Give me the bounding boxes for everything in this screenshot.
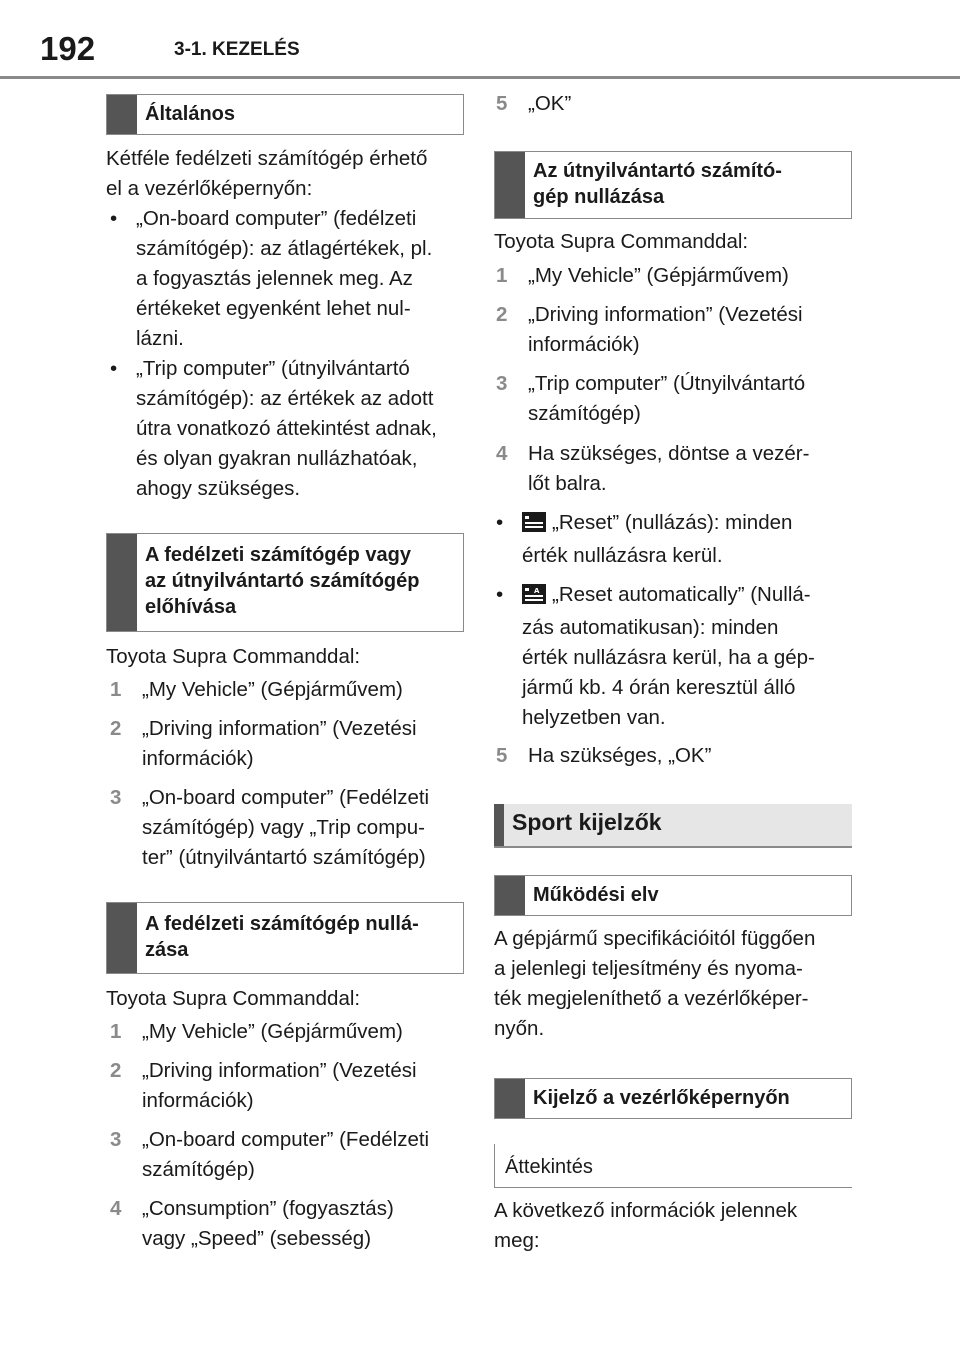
- bullet-dot: •: [496, 511, 504, 534]
- bullet-text-line: „Reset automatically” (Nullá-: [552, 583, 811, 606]
- text-line: információk): [528, 333, 640, 356]
- step-text: [528, 261, 789, 291]
- step-number: 3: [496, 372, 508, 395]
- reset-automatically-icon: [522, 584, 546, 604]
- section-bar: [495, 876, 525, 915]
- step-text: [528, 300, 803, 360]
- text-line: A fedélzeti számítógép nullá-: [145, 913, 419, 935]
- text-line: lázni.: [136, 327, 184, 350]
- section-title: [533, 158, 845, 210]
- text-line: meg:: [494, 1229, 540, 1252]
- text-line: Az útnyilvántartó számító-: [533, 160, 782, 182]
- text-line: az útnyilvántartó számítógép: [145, 570, 420, 592]
- step-number: 4: [110, 1197, 122, 1220]
- bullet-text: [522, 580, 815, 733]
- step-text: [528, 741, 711, 771]
- bullet-text: [136, 354, 437, 504]
- text-line: zása: [145, 939, 189, 961]
- text-line: számítógép): az átlagértékek, pl.: [136, 237, 433, 260]
- text-line: „Driving information” (Vezetési: [528, 303, 803, 326]
- section-bar: [494, 804, 504, 846]
- text-line: el a vezérlőképernyőn:: [106, 177, 313, 200]
- section-title: Kijelző a vezérlőképernyőn: [533, 1087, 790, 1109]
- step-text: [142, 1194, 394, 1254]
- step-number: 1: [110, 1020, 122, 1043]
- section-bar: [107, 534, 137, 631]
- step-text: [142, 714, 417, 774]
- step-text: [142, 1056, 417, 1116]
- text-line: „My Vehicle” (Gépjárművem): [142, 678, 403, 701]
- text-line: ahogy szükséges.: [136, 477, 301, 500]
- text-line: A fedélzeti számítógép vagy: [145, 544, 411, 566]
- final-text: [494, 1196, 852, 1256]
- text-line: „On-board computer” (Fedélzeti: [142, 786, 430, 809]
- section-title: Sport kijelzők: [512, 809, 662, 835]
- text-line: „OK”: [528, 92, 572, 115]
- text-line: zás automatikusan): minden: [522, 616, 779, 639]
- text-line: A következő információk jelennek: [494, 1199, 798, 1222]
- text-line: számítógép): [142, 1158, 255, 1181]
- step-number: 2: [496, 303, 508, 326]
- general-intro: [106, 144, 464, 204]
- subsection-title: Áttekintés: [505, 1156, 593, 1178]
- step-number: 3: [110, 1128, 122, 1151]
- page-number: 192: [40, 30, 96, 67]
- text-line: információk): [142, 1089, 254, 1112]
- section-heading-sport: [494, 804, 852, 848]
- text-line: „Trip computer” (útnyilvántartó: [136, 357, 410, 380]
- text-line: [522, 508, 792, 538]
- text-line: ték megjeleníthető a vezérlőképer-: [494, 987, 809, 1010]
- section-box-display: [494, 1078, 852, 1119]
- text-line: gép nullázása: [533, 186, 665, 208]
- text-line: „My Vehicle” (Gépjárművem): [528, 264, 789, 287]
- text-line: a jelenlegi teljesítmény és nyoma-: [494, 957, 803, 980]
- step-text: [142, 783, 429, 873]
- text-line: Ha szükséges, döntse a vezér-: [528, 442, 810, 465]
- svg-text:A: A: [534, 587, 540, 595]
- text-line: helyzetben van.: [522, 706, 666, 729]
- text-line: útra vonatkozó áttekintést adnak,: [136, 417, 437, 440]
- step-text: [142, 1017, 403, 1047]
- section-title: Általános: [145, 103, 236, 125]
- text-line: nyőn.: [494, 1017, 545, 1040]
- text-line: [522, 580, 815, 610]
- section-title: Működési elv: [533, 884, 659, 906]
- recall-intro: Toyota Supra Commanddal:: [106, 645, 361, 668]
- section-box-general: [106, 94, 464, 135]
- step-number: 5: [496, 92, 508, 115]
- text-line: Ha szükséges, „OK”: [528, 744, 712, 767]
- text-line: „Consumption” (fogyasztás): [142, 1197, 394, 1220]
- text-line: „On-board computer” (fedélzeti: [136, 207, 417, 230]
- chapter-title: 3-1. KEZELÉS: [174, 39, 300, 60]
- text-line: ter” (útnyilvántartó számítógép): [142, 846, 426, 869]
- trip-intro: Toyota Supra Commanddal:: [494, 230, 749, 253]
- subsection-overview: [494, 1144, 852, 1188]
- section-bar: [495, 152, 525, 218]
- bullet-dot: •: [496, 583, 504, 606]
- section-box-trip-reset: [494, 151, 852, 219]
- bullet-text-line: „Reset” (nullázás): minden: [552, 511, 793, 534]
- text-line: jármű kb. 4 órán keresztül álló: [522, 676, 796, 699]
- text-line: „Trip computer” (Útnyilvántartó: [528, 372, 806, 395]
- header-rule: [0, 76, 960, 79]
- reset-intro: Toyota Supra Commanddal:: [106, 987, 361, 1010]
- text-line: előhívása: [145, 596, 237, 618]
- section-bar: [107, 95, 137, 134]
- reset-icon: [522, 512, 546, 532]
- step-number: 2: [110, 1059, 122, 1082]
- text-line: és olyan gyakran nullázhatóak,: [136, 447, 418, 470]
- principle-text: [494, 924, 852, 1044]
- step-text: [142, 675, 403, 705]
- section-bar: [495, 1079, 525, 1118]
- section-box-recall: [106, 533, 464, 632]
- bullet-text: [522, 508, 792, 571]
- step-number: 1: [110, 678, 122, 701]
- text-line: „Driving information” (Vezetési: [142, 1059, 417, 1082]
- text-line: lőt balra.: [528, 472, 607, 495]
- text-line: A gépjármű specifikációitól függően: [494, 927, 816, 950]
- step-text: [528, 369, 805, 429]
- text-line: „Driving information” (Vezetési: [142, 717, 417, 740]
- text-line: érték nullázásra kerül, ha a gép-: [522, 646, 815, 669]
- text-line: a fogyasztás jelennek meg. Az: [136, 267, 413, 290]
- text-line: Kétféle fedélzeti számítógép érhető: [106, 147, 428, 170]
- step-number: 1: [496, 264, 508, 287]
- section-bar: [107, 903, 137, 973]
- step-number: 3: [110, 786, 122, 809]
- step-text: [528, 439, 809, 499]
- section-box-principle: [494, 875, 852, 916]
- text-line: értékeket egyenként lehet nul-: [136, 297, 411, 320]
- section-title: [145, 911, 457, 963]
- bullet-text: [136, 204, 432, 354]
- text-line: számítógép) vagy „Trip compu-: [142, 816, 425, 839]
- text-line: számítógép): az értékek az adott: [136, 387, 434, 410]
- step-number: 4: [496, 442, 508, 465]
- step-text: [142, 1125, 429, 1185]
- section-box-reset: [106, 902, 464, 974]
- bullet-dot: •: [110, 357, 118, 380]
- bullet-dot: •: [110, 207, 118, 230]
- step-number: 5: [496, 744, 508, 767]
- text-line: érték nullázásra kerül.: [522, 544, 723, 567]
- text-line: „On-board computer” (Fedélzeti: [142, 1128, 430, 1151]
- text-line: információk): [142, 747, 254, 770]
- section-title: [145, 542, 457, 620]
- text-line: „My Vehicle” (Gépjárművem): [142, 1020, 403, 1043]
- step-text: [528, 89, 571, 119]
- text-line: vagy „Speed” (sebesség): [142, 1227, 372, 1250]
- step-number: 2: [110, 717, 122, 740]
- text-line: számítógép): [528, 402, 641, 425]
